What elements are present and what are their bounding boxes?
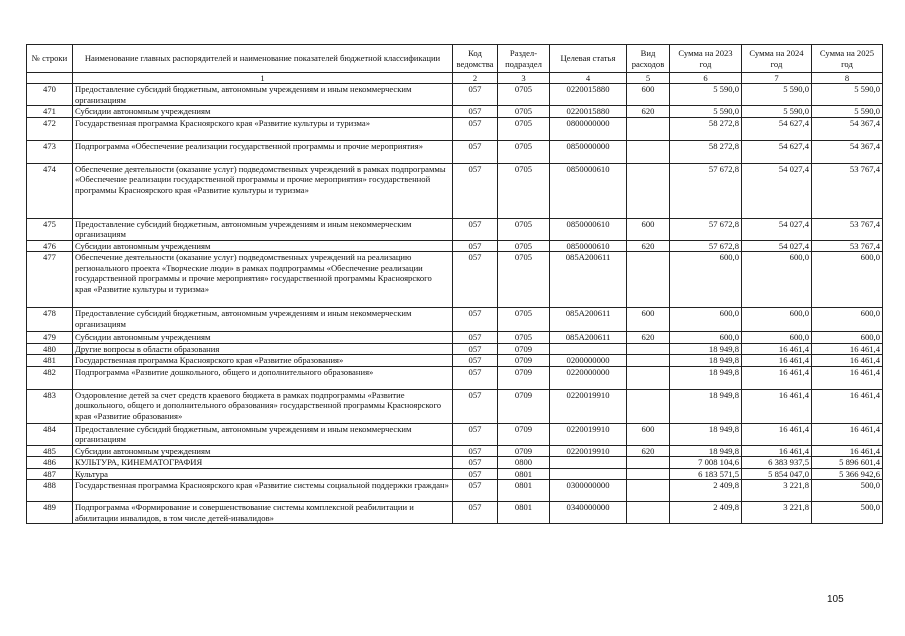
row-sum-2024: 600,0 bbox=[742, 308, 812, 332]
row-expense-type bbox=[627, 389, 670, 423]
row-expense-type bbox=[627, 480, 670, 502]
row-dept-code: 057 bbox=[453, 468, 498, 480]
row-name: Культура bbox=[73, 468, 453, 480]
row-target: 0850000610 bbox=[550, 218, 627, 240]
row-sum-2025: 600,0 bbox=[812, 308, 883, 332]
row-sum-2024: 54 027,4 bbox=[742, 240, 812, 252]
row-name: Подпрограмма «Развитие дошкольного, общего и дополнительного образования» bbox=[73, 366, 453, 389]
row-sum-2025: 16 461,4 bbox=[812, 423, 883, 445]
row-dept-code: 057 bbox=[453, 163, 498, 218]
row-dept-code: 057 bbox=[453, 240, 498, 252]
header-sum-2025: Сумма на 2025 год bbox=[812, 45, 883, 73]
row-dept-code: 057 bbox=[453, 84, 498, 106]
table-row bbox=[27, 502, 883, 524]
table-row bbox=[27, 106, 883, 118]
row-number: 480 bbox=[27, 343, 73, 355]
row-sum-2024: 16 461,4 bbox=[742, 343, 812, 355]
column-number: 8 bbox=[812, 73, 883, 84]
row-sum-2024: 16 461,4 bbox=[742, 366, 812, 389]
row-sum-2023: 2 409,8 bbox=[670, 480, 742, 502]
table-row bbox=[27, 355, 883, 367]
row-sum-2025: 16 461,4 bbox=[812, 355, 883, 367]
row-number: 488 bbox=[27, 480, 73, 502]
row-expense-type bbox=[627, 502, 670, 524]
row-expense-type: 600 bbox=[627, 84, 670, 106]
row-target bbox=[550, 468, 627, 480]
row-number: 485 bbox=[27, 445, 73, 457]
row-sum-2024: 54 627,4 bbox=[742, 140, 812, 163]
row-sum-2024: 3 221,8 bbox=[742, 502, 812, 524]
row-target: 0200000000 bbox=[550, 355, 627, 367]
row-expense-type: 620 bbox=[627, 240, 670, 252]
row-target: 0220019910 bbox=[550, 445, 627, 457]
row-target: 0300000000 bbox=[550, 480, 627, 502]
row-name: Субсидии автономным учреждениям bbox=[73, 332, 453, 344]
row-target: 085A200611 bbox=[550, 332, 627, 344]
row-number: 476 bbox=[27, 240, 73, 252]
header-row-no: № строки bbox=[27, 45, 73, 73]
row-target: 0850000000 bbox=[550, 140, 627, 163]
row-dept-code: 057 bbox=[453, 389, 498, 423]
row-sum-2023: 18 949,8 bbox=[670, 343, 742, 355]
row-expense-type: 600 bbox=[627, 308, 670, 332]
column-number: 4 bbox=[550, 73, 627, 84]
row-section: 0705 bbox=[498, 240, 550, 252]
row-expense-type: 620 bbox=[627, 332, 670, 344]
row-dept-code: 057 bbox=[453, 106, 498, 118]
row-expense-type bbox=[627, 457, 670, 469]
row-sum-2025: 5 366 942,6 bbox=[812, 468, 883, 480]
row-name: Предоставление субсидий бюджетным, автономным учреждениям и иным некоммерческим организациям bbox=[73, 218, 453, 240]
column-number: 5 bbox=[627, 73, 670, 84]
row-section: 0705 bbox=[498, 117, 550, 140]
row-expense-type bbox=[627, 355, 670, 367]
row-sum-2025: 16 461,4 bbox=[812, 366, 883, 389]
row-dept-code: 057 bbox=[453, 140, 498, 163]
row-sum-2023: 57 672,8 bbox=[670, 240, 742, 252]
row-number: 482 bbox=[27, 366, 73, 389]
table-row bbox=[27, 84, 883, 106]
row-sum-2024: 600,0 bbox=[742, 332, 812, 344]
row-target: 0850000610 bbox=[550, 240, 627, 252]
row-number: 479 bbox=[27, 332, 73, 344]
row-target: 0220015880 bbox=[550, 106, 627, 118]
row-dept-code: 057 bbox=[453, 308, 498, 332]
row-number: 477 bbox=[27, 252, 73, 308]
header-section: Раздел-подраздел bbox=[498, 45, 550, 73]
row-sum-2025: 500,0 bbox=[812, 480, 883, 502]
page-number: 105 bbox=[827, 594, 844, 605]
header-sum-2024: Сумма на 2024 год bbox=[742, 45, 812, 73]
row-target: 085A200611 bbox=[550, 308, 627, 332]
row-sum-2023: 18 949,8 bbox=[670, 389, 742, 423]
row-section: 0709 bbox=[498, 343, 550, 355]
row-number: 475 bbox=[27, 218, 73, 240]
row-expense-type bbox=[627, 117, 670, 140]
table-row bbox=[27, 423, 883, 445]
row-dept-code: 057 bbox=[453, 445, 498, 457]
row-dept-code: 057 bbox=[453, 332, 498, 344]
row-dept-code: 057 bbox=[453, 366, 498, 389]
row-number: 470 bbox=[27, 84, 73, 106]
row-section: 0705 bbox=[498, 218, 550, 240]
table-row bbox=[27, 240, 883, 252]
row-section: 0705 bbox=[498, 84, 550, 106]
row-expense-type bbox=[627, 343, 670, 355]
row-sum-2023: 18 949,8 bbox=[670, 423, 742, 445]
row-section: 0801 bbox=[498, 480, 550, 502]
row-dept-code: 057 bbox=[453, 457, 498, 469]
row-expense-type bbox=[627, 140, 670, 163]
row-section: 0705 bbox=[498, 163, 550, 218]
row-dept-code: 057 bbox=[453, 423, 498, 445]
row-sum-2025: 54 367,4 bbox=[812, 140, 883, 163]
row-number: 481 bbox=[27, 355, 73, 367]
row-sum-2025: 16 461,4 bbox=[812, 445, 883, 457]
column-number: 7 bbox=[742, 73, 812, 84]
budget-table bbox=[26, 44, 883, 524]
row-number: 471 bbox=[27, 106, 73, 118]
table-row bbox=[27, 308, 883, 332]
row-dept-code: 057 bbox=[453, 218, 498, 240]
header-sum-2023: Сумма на 2023 год bbox=[670, 45, 742, 73]
table-body bbox=[27, 84, 883, 524]
row-sum-2023: 600,0 bbox=[670, 332, 742, 344]
row-sum-2024: 5 590,0 bbox=[742, 84, 812, 106]
row-sum-2023: 57 672,8 bbox=[670, 218, 742, 240]
row-expense-type: 620 bbox=[627, 106, 670, 118]
row-sum-2023: 58 272,8 bbox=[670, 140, 742, 163]
row-target: 0340000000 bbox=[550, 502, 627, 524]
row-name: Субсидии автономным учреждениям bbox=[73, 106, 453, 118]
row-sum-2023: 18 949,8 bbox=[670, 445, 742, 457]
column-number: 1 bbox=[73, 73, 453, 84]
row-section: 0709 bbox=[498, 366, 550, 389]
row-target bbox=[550, 457, 627, 469]
row-target: 0800000000 bbox=[550, 117, 627, 140]
row-section: 0705 bbox=[498, 140, 550, 163]
row-name: Государственная программа Красноярского края «Развитие культуры и туризма» bbox=[73, 117, 453, 140]
row-expense-type: 600 bbox=[627, 423, 670, 445]
row-name: Субсидии автономным учреждениям bbox=[73, 240, 453, 252]
row-name: Субсидии автономным учреждениям bbox=[73, 445, 453, 457]
row-sum-2023: 58 272,8 bbox=[670, 117, 742, 140]
column-number: 6 bbox=[670, 73, 742, 84]
row-section: 0709 bbox=[498, 355, 550, 367]
column-number bbox=[27, 73, 73, 84]
row-expense-type bbox=[627, 163, 670, 218]
row-target: 0850000610 bbox=[550, 163, 627, 218]
row-dept-code: 057 bbox=[453, 480, 498, 502]
table-row bbox=[27, 343, 883, 355]
row-sum-2023: 18 949,8 bbox=[670, 366, 742, 389]
row-sum-2024: 5 854 047,0 bbox=[742, 468, 812, 480]
table-row bbox=[27, 480, 883, 502]
row-sum-2023: 600,0 bbox=[670, 252, 742, 308]
column-number-row bbox=[27, 73, 883, 84]
header-dept-code: Код ведомства bbox=[453, 45, 498, 73]
row-sum-2024: 3 221,8 bbox=[742, 480, 812, 502]
row-target bbox=[550, 343, 627, 355]
row-number: 472 bbox=[27, 117, 73, 140]
header-expense-type: Вид расходов bbox=[627, 45, 670, 73]
table-row bbox=[27, 163, 883, 218]
row-sum-2023: 2 409,8 bbox=[670, 502, 742, 524]
row-dept-code: 057 bbox=[453, 355, 498, 367]
table-row bbox=[27, 445, 883, 457]
row-sum-2023: 5 590,0 bbox=[670, 106, 742, 118]
row-sum-2025: 53 767,4 bbox=[812, 240, 883, 252]
row-sum-2025: 16 461,4 bbox=[812, 389, 883, 423]
row-sum-2024: 600,0 bbox=[742, 252, 812, 308]
row-number: 489 bbox=[27, 502, 73, 524]
row-target: 0220015880 bbox=[550, 84, 627, 106]
column-number: 3 bbox=[498, 73, 550, 84]
row-sum-2024: 16 461,4 bbox=[742, 355, 812, 367]
row-expense-type: 620 bbox=[627, 445, 670, 457]
row-sum-2025: 5 590,0 bbox=[812, 106, 883, 118]
row-section: 0709 bbox=[498, 445, 550, 457]
row-name: Подпрограмма «Обеспечение реализации государственной программы и прочие мероприятия» bbox=[73, 140, 453, 163]
row-sum-2025: 53 767,4 bbox=[812, 163, 883, 218]
row-name: Государственная программа Красноярского края «Развитие образования» bbox=[73, 355, 453, 367]
header-name: Наименование главных распорядителей и наименование показателей бюджетной классификации bbox=[73, 45, 453, 73]
row-sum-2024: 54 027,4 bbox=[742, 163, 812, 218]
row-sum-2025: 5 590,0 bbox=[812, 84, 883, 106]
row-name: Другие вопросы в области образования bbox=[73, 343, 453, 355]
row-section: 0709 bbox=[498, 423, 550, 445]
row-sum-2024: 54 627,4 bbox=[742, 117, 812, 140]
header-row bbox=[27, 45, 883, 73]
row-sum-2024: 16 461,4 bbox=[742, 423, 812, 445]
row-target: 0220019910 bbox=[550, 389, 627, 423]
row-dept-code: 057 bbox=[453, 343, 498, 355]
row-target: 0220019910 bbox=[550, 423, 627, 445]
table-row bbox=[27, 366, 883, 389]
row-section: 0801 bbox=[498, 468, 550, 480]
row-name: Государственная программа Красноярского края «Развитие системы социальной поддержки граждан» bbox=[73, 480, 453, 502]
row-number: 473 bbox=[27, 140, 73, 163]
row-section: 0705 bbox=[498, 332, 550, 344]
row-expense-type bbox=[627, 468, 670, 480]
row-sum-2023: 18 949,8 bbox=[670, 355, 742, 367]
row-sum-2023: 6 183 571,5 bbox=[670, 468, 742, 480]
table-row bbox=[27, 252, 883, 308]
row-number: 483 bbox=[27, 389, 73, 423]
row-sum-2024: 16 461,4 bbox=[742, 389, 812, 423]
row-section: 0705 bbox=[498, 106, 550, 118]
table-row bbox=[27, 457, 883, 469]
row-name: Подпрограмма «Формирование и совершенствование системы комплексной реабилитации и абилитации инвалидов, в том числе детей-инвалидов» bbox=[73, 502, 453, 524]
row-number: 478 bbox=[27, 308, 73, 332]
row-section: 0800 bbox=[498, 457, 550, 469]
header-target: Целевая статья bbox=[550, 45, 627, 73]
row-sum-2024: 54 027,4 bbox=[742, 218, 812, 240]
row-sum-2025: 53 767,4 bbox=[812, 218, 883, 240]
row-expense-type bbox=[627, 252, 670, 308]
row-sum-2025: 5 896 601,4 bbox=[812, 457, 883, 469]
row-section: 0709 bbox=[498, 389, 550, 423]
row-sum-2024: 6 383 937,5 bbox=[742, 457, 812, 469]
row-dept-code: 057 bbox=[453, 117, 498, 140]
row-sum-2024: 16 461,4 bbox=[742, 445, 812, 457]
row-number: 486 bbox=[27, 457, 73, 469]
row-dept-code: 057 bbox=[453, 252, 498, 308]
row-sum-2025: 54 367,4 bbox=[812, 117, 883, 140]
table-row bbox=[27, 332, 883, 344]
row-number: 474 bbox=[27, 163, 73, 218]
table-row bbox=[27, 468, 883, 480]
table-row bbox=[27, 389, 883, 423]
row-expense-type: 600 bbox=[627, 218, 670, 240]
row-section: 0705 bbox=[498, 308, 550, 332]
row-section: 0801 bbox=[498, 502, 550, 524]
row-dept-code: 057 bbox=[453, 502, 498, 524]
row-sum-2023: 600,0 bbox=[670, 308, 742, 332]
row-sum-2023: 7 008 104,6 bbox=[670, 457, 742, 469]
row-sum-2024: 5 590,0 bbox=[742, 106, 812, 118]
row-section: 0705 bbox=[498, 252, 550, 308]
row-sum-2025: 500,0 bbox=[812, 502, 883, 524]
row-sum-2025: 600,0 bbox=[812, 252, 883, 308]
table-row bbox=[27, 140, 883, 163]
row-name: Предоставление субсидий бюджетным, автономным учреждениям и иным некоммерческим организациям bbox=[73, 308, 453, 332]
row-name: Оздоровление детей за счет средств краевого бюджета в рамках подпрограммы «Развитие дошкольного, общего и дополнительного образования» государственной программы Красноярского края «Развитие образования» bbox=[73, 389, 453, 423]
table-row bbox=[27, 117, 883, 140]
row-sum-2025: 600,0 bbox=[812, 332, 883, 344]
row-expense-type bbox=[627, 366, 670, 389]
column-number: 2 bbox=[453, 73, 498, 84]
row-number: 484 bbox=[27, 423, 73, 445]
row-number: 487 bbox=[27, 468, 73, 480]
row-sum-2025: 16 461,4 bbox=[812, 343, 883, 355]
row-name: Предоставление субсидий бюджетным, автономным учреждениям и иным некоммерческим организациям bbox=[73, 84, 453, 106]
row-sum-2023: 57 672,8 bbox=[670, 163, 742, 218]
row-name: Обеспечение деятельности (оказание услуг) подведомственных учреждений на реализацию регионального проекта «Творческие люди» в рамках подпрограммы «Обеспечение реализации государственной программы и прочие мероприятия» государственной программы Красноярского края «Развитие культуры и туризма» bbox=[73, 252, 453, 308]
row-name: Предоставление субсидий бюджетным, автономным учреждениям и иным некоммерческим организациям bbox=[73, 423, 453, 445]
row-sum-2023: 5 590,0 bbox=[670, 84, 742, 106]
row-name: Обеспечение деятельности (оказание услуг) подведомственных учреждений в рамках подпрограммы «Обеспечение реализации государственной программы и прочие мероприятия» государственной программы Красноярского края «Развитие культуры и туризма» bbox=[73, 163, 453, 218]
row-name: КУЛЬТУРА, КИНЕМАТОГРАФИЯ bbox=[73, 457, 453, 469]
row-target: 085A200611 bbox=[550, 252, 627, 308]
row-target: 0220000000 bbox=[550, 366, 627, 389]
table-row bbox=[27, 218, 883, 240]
